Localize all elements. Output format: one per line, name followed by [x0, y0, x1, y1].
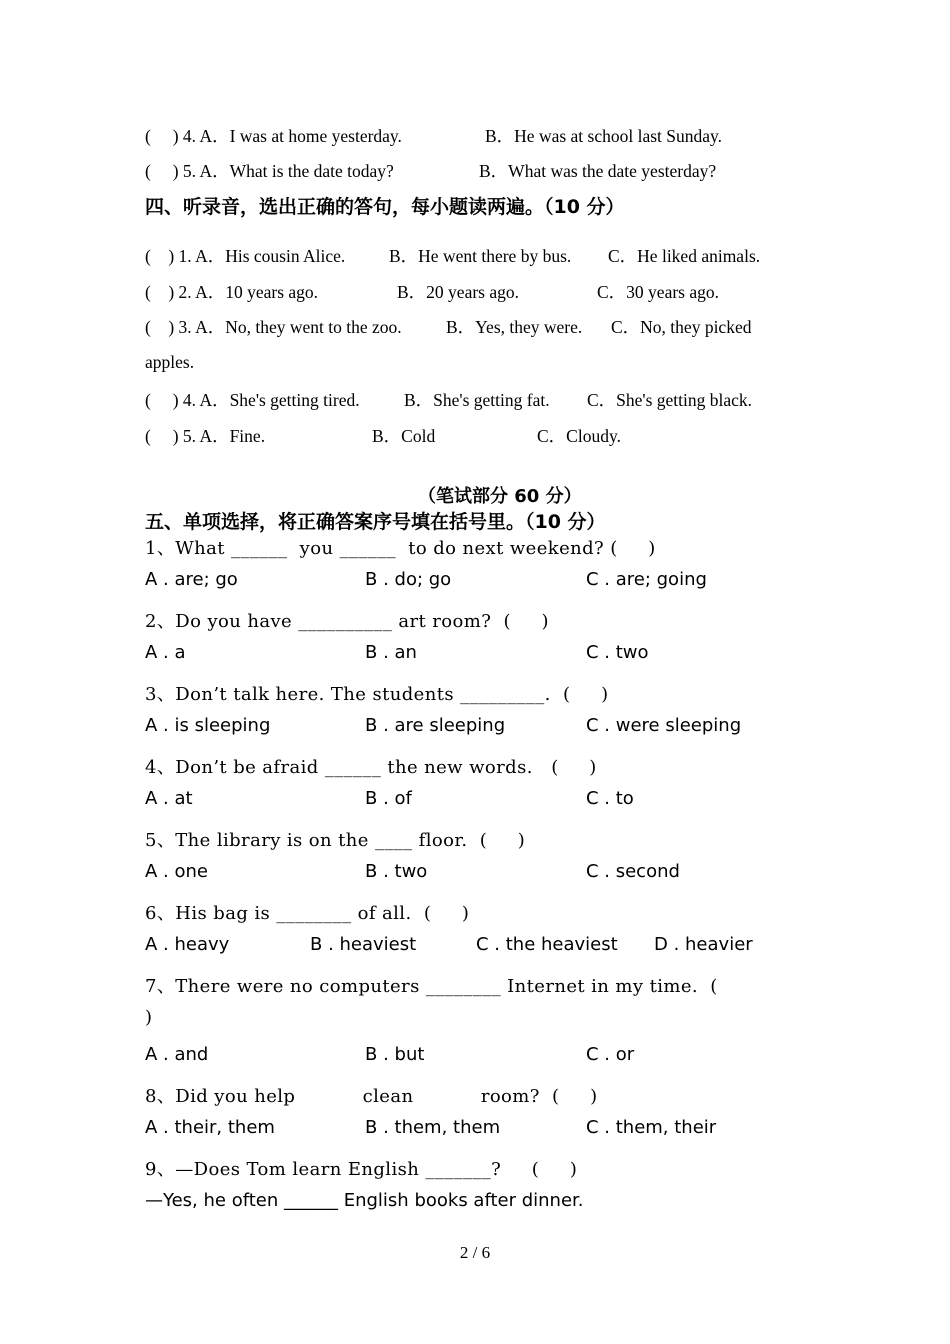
s4-q4-a: ( ) 4. A．She's getting tired. [145, 390, 360, 410]
s5-q2-opt-a: A . a [145, 642, 186, 663]
s4-q3-b: B．Yes, they were. [446, 317, 583, 337]
q3-4-option-b: B．He was at school last Sunday. [485, 126, 723, 146]
s5-q8-opt-b: B . them, them [365, 1117, 501, 1138]
s5-q4-opt-a: A . at [145, 788, 193, 809]
written-part-header: （笔试部分 60 分） [418, 486, 582, 507]
q3-5-option-b: B．What was the date yesterday? [479, 161, 717, 181]
s5-q7-opt-c: C . or [586, 1044, 635, 1065]
s5-q4: 4、Don’t be afraid ______ the new words. ( ) [145, 757, 597, 778]
s5-q3-opt-a: A . is sleeping [145, 715, 271, 736]
s5-q5-opt-c: C . second [586, 861, 680, 882]
s4-q2-b: B．20 years ago. [397, 282, 519, 302]
s5-q6-opt-c: C . the heaviest [476, 934, 618, 955]
s5-q3-opt-c: C . were sleeping [586, 715, 742, 736]
s4-q4-b: B．She's getting fat. [404, 390, 550, 410]
s5-q6-opt-b: B . heaviest [310, 934, 417, 955]
s5-q8: 8、Did you help clean room? ( ) [145, 1086, 598, 1107]
s5-q8-opt-c: C . them, their [586, 1117, 717, 1138]
s5-q8-opt-a: A . their, them [145, 1117, 275, 1138]
s4-q2-c: C．30 years ago. [597, 282, 719, 302]
s4-q1-c: C．He liked animals. [608, 246, 761, 266]
s4-q2-a: ( ) 2. A．10 years ago. [145, 282, 319, 302]
s5-q6-opt-d: D . heavier [654, 934, 753, 955]
s4-q1-b: B．He went there by bus. [389, 246, 572, 266]
s4-q3-wrap: apples. [145, 352, 195, 372]
s5-q4-opt-b: B . of [365, 788, 412, 809]
s5-q7-opt-a: A . and [145, 1044, 209, 1065]
s5-q2-opt-b: B . an [365, 642, 417, 663]
s5-q5-opt-b: B . two [365, 861, 428, 882]
s5-q1-opt-c: C . are; going [586, 569, 707, 590]
s5-q2-opt-c: C . two [586, 642, 649, 663]
s5-q3: 3、Don’t talk here. The students _________. ( ) [145, 684, 609, 705]
s5-q9-line2: —Yes, he often ______ English books after dinner. [145, 1190, 584, 1211]
s4-q4-c: C．She's getting black. [587, 390, 753, 410]
page-number: 2 / 6 [459, 1243, 491, 1262]
s4-q5-c: C．Cloudy. [537, 426, 621, 446]
s5-q6: 6、His bag is ________ of all. ( ) [145, 903, 470, 924]
s5-q7-opt-b: B . but [365, 1044, 425, 1065]
s4-q1-a: ( ) 1. A．His cousin Alice. [145, 246, 346, 266]
s5-q1-opt-b: B . do; go [365, 569, 452, 590]
section4-heading: 四、听录音，选出正确的答句，每小题读两遍。（10 分） [145, 196, 625, 218]
s5-q6-opt-a: A . heavy [145, 934, 230, 955]
q3-5-option-a: ( ) 5. A．What is the date today? [145, 161, 394, 181]
s4-q5-a: ( ) 5. A．Fine. [145, 426, 266, 446]
section5-heading: 五、单项选择，将正确答案序号填在括号里。（10 分） [145, 511, 606, 533]
s4-q3-c: C．No, they picked [611, 317, 752, 337]
s4-q3-a: ( ) 3. A．No, they went to the zoo. [145, 317, 402, 337]
s5-q9: 9、—Does Tom learn English _______? ( ) [145, 1159, 578, 1180]
s5-q5: 5、The library is on the ____ floor. ( ) [145, 830, 526, 851]
s5-q5-opt-a: A . one [145, 861, 208, 882]
s5-q7: 7、There were no computers ________ Internet in my time. ( [145, 976, 718, 997]
s5-q4-opt-c: C . to [586, 788, 634, 809]
s5-q1-opt-a: A . are; go [145, 569, 238, 590]
s5-q1: 1、What ______ you ______ to do next weekend? ( ) [145, 538, 656, 559]
q3-4-option-a: ( ) 4. A．I was at home yesterday. [145, 126, 402, 146]
s4-q5-b: B．Cold [372, 426, 436, 446]
s5-q3-opt-b: B . are sleeping [365, 715, 506, 736]
s5-q2: 2、Do you have __________ art room? ( ) [145, 611, 549, 632]
s5-q7-wrap: ) [145, 1007, 153, 1028]
